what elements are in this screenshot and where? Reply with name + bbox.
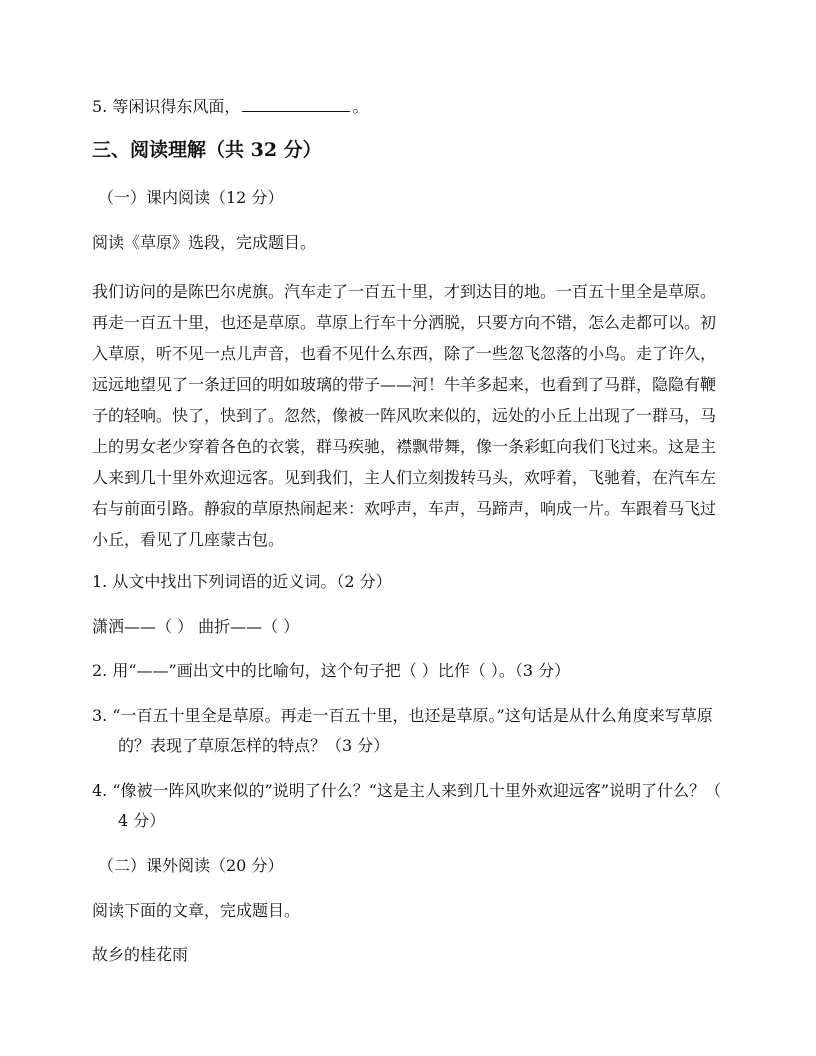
question-4-line-1: 4. “像被一阵风吹来似的”说明了什么？“这是主人来到几十里外欢迎远客”说明了什么？（ bbox=[92, 781, 722, 800]
reading-passage bbox=[92, 276, 728, 555]
part-1-title: （一）课内阅读（12 分） bbox=[98, 188, 284, 207]
part-2-title: （二）课外阅读（20 分） bbox=[98, 856, 284, 875]
answer-blank[interactable] bbox=[242, 94, 350, 112]
passage-line: 人来到几十里外欢迎远客。见到我们，主人们立刻拨转马头，欢呼着，飞驰着，在汽车左 bbox=[92, 468, 717, 487]
part-1-instruction: 阅读《草原》选段，完成题目。 bbox=[92, 233, 317, 252]
part-2-instruction: 阅读下面的文章，完成题目。 bbox=[92, 901, 301, 920]
article-title: 故乡的桂花雨 bbox=[92, 945, 189, 964]
passage-line: 我们访问的是陈巴尔虎旗。汽车走了一百五十里，才到达目的地。一百五十里全是草原。 bbox=[92, 282, 717, 301]
question-1: 1. 从文中找出下列词语的近义词。（2 分） bbox=[92, 572, 392, 591]
question-1-answers: 潇洒——（ ） 曲折——（ ） bbox=[92, 617, 300, 636]
question-2: 2. 用“——”画出文中的比喻句，这个句子把（ ）比作（ ）。（3 分） bbox=[92, 661, 571, 680]
passage-line: 右与前面引路。静寂的草原热闹起来：欢呼声，车声，马蹄声，响成一片。车跟着马飞过 bbox=[92, 499, 717, 518]
question-5-prefix: 5. 等闲识得东风面， bbox=[92, 97, 241, 116]
passage-line: 小丘，看见了几座蒙古包。 bbox=[92, 530, 285, 549]
section-title: 三、阅读理解（共 32 分） bbox=[92, 139, 322, 161]
passage-line: 子的轻响。快了，快到了。忽然，像被一阵风吹来似的，远处的小丘上出现了一群马，马 bbox=[92, 406, 717, 425]
passage-line: 入草原，听不见一点儿声音，也看不见什么东西，除了一些忽飞忽落的小鸟。走了许久， bbox=[92, 344, 717, 363]
question-4-line-2: 4 分） bbox=[118, 811, 166, 830]
question-3-line-1: 3. “一百五十里全是草原。再走一百五十里，也还是草原。”这句话是从什么角度来写草原 bbox=[92, 706, 713, 725]
passage-line: 远远地望见了一条迂回的明如玻璃的带子——河！牛羊多起来，也看到了马群，隐隐有鞭 bbox=[92, 375, 717, 394]
question-5-fill-blank bbox=[92, 94, 368, 119]
question-5-suffix: 。 bbox=[352, 97, 369, 116]
question-3-line-2: 的？表现了草原怎样的特点？（3 分） bbox=[118, 736, 390, 755]
passage-line: 上的男女老少穿着各色的衣裳，群马疾驰，襟飘带舞，像一条彩虹向我们飞过来。这是主 bbox=[92, 437, 717, 456]
passage-line: 再走一百五十里，也还是草原。草原上行车十分洒脱，只要方向不错，怎么走都可以。初 bbox=[92, 313, 717, 332]
